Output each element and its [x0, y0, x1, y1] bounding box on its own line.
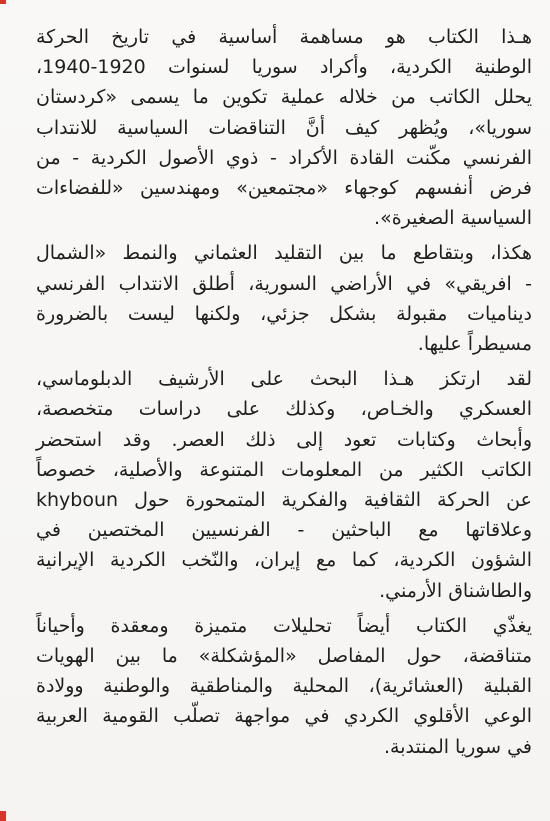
text-line: العسكري والخـاص، وكذلك على دراسات متخصصة، [36, 398, 532, 421]
text-line: عن الحركة الثقافية والفكرية المتمحورة حول khyboun [36, 489, 532, 512]
text-line: مسيطراً عليها. [417, 333, 532, 356]
text-line: يحلل الكاتب من خلاله عملية تكوين ما يسمى «كردستان [36, 86, 532, 109]
text-line: فرض أنفسهم كوجهاء «مجتمعين» ومهندسين «للفضاءات [36, 177, 532, 200]
text-line: القبلية (العشائرية)، المحلية والمناطقية والوطنية وولادة [36, 675, 532, 698]
red-edge-mark-bottom [0, 811, 6, 821]
paragraph-2 [36, 238, 532, 359]
text-line: والطاشناق الأرمني. [379, 579, 532, 602]
text-line: وعلاقاتها مع الباحثين - الفرنسيين المختصين في [36, 519, 532, 542]
paragraph-1 [36, 22, 532, 233]
text-line: الوعي الأقلوي الكردي في مواجهة تصلّب القومية العربية [36, 705, 532, 728]
paragraph-3 [36, 364, 532, 606]
description-text [36, 22, 532, 762]
text-line: - افريقي» في الأراضي السورية، أطلق الانتداب الفرنسي [36, 272, 532, 295]
text-line: ديناميات مقبولة بشكل جزئي، ولكنها ليست بالضرورة [36, 302, 532, 325]
text-line: يغذّي الكتاب أيضاً تحليلات متميزة ومعقدة وأحياناً [36, 614, 532, 637]
text-line: هـذا الكتاب هو مساهمة أساسية في تاريخ الحركة [36, 26, 532, 48]
text-line: السياسية الصغيرة». [374, 207, 532, 230]
text-line: الكاتب الكثير من المعلومات المتنوعة والأصلية، خصوصاً [36, 458, 532, 481]
text-line: سوريا»، ويُظهر كيف أنَّ التناقضات السياسية للانتداب [36, 116, 532, 139]
text-line: في سوريا المنتدبة. [384, 735, 532, 758]
text-line: لقد ارتكز هـذا البحث على الأرشيف الدبلوماسي، [36, 368, 532, 391]
text-line: الشؤون الكردية، كما مع إيران، والنّخب الكردية الإيرانية [36, 549, 532, 572]
red-edge-mark-top [0, 0, 6, 4]
paragraph-4 [36, 611, 532, 762]
text-line: متناقضة، حول المفاصل «المؤشكلة» ما بين الهويات [36, 645, 532, 668]
text-line: الوطنية الكردية، وأكراد سوريا لسنوات 1920-1940، [36, 56, 532, 79]
text-line: هكذا، وبتقاطع ما بين التقليد العثماني والنمط «الشمال [36, 242, 532, 265]
text-line: وأبحاث وكتابات تعود إلى ذلك العصر. وقد استحضر [36, 428, 532, 451]
text-line: الفرنسي مكّنت القادة الأكراد - ذوي الأصول الكردية - من [36, 146, 532, 169]
